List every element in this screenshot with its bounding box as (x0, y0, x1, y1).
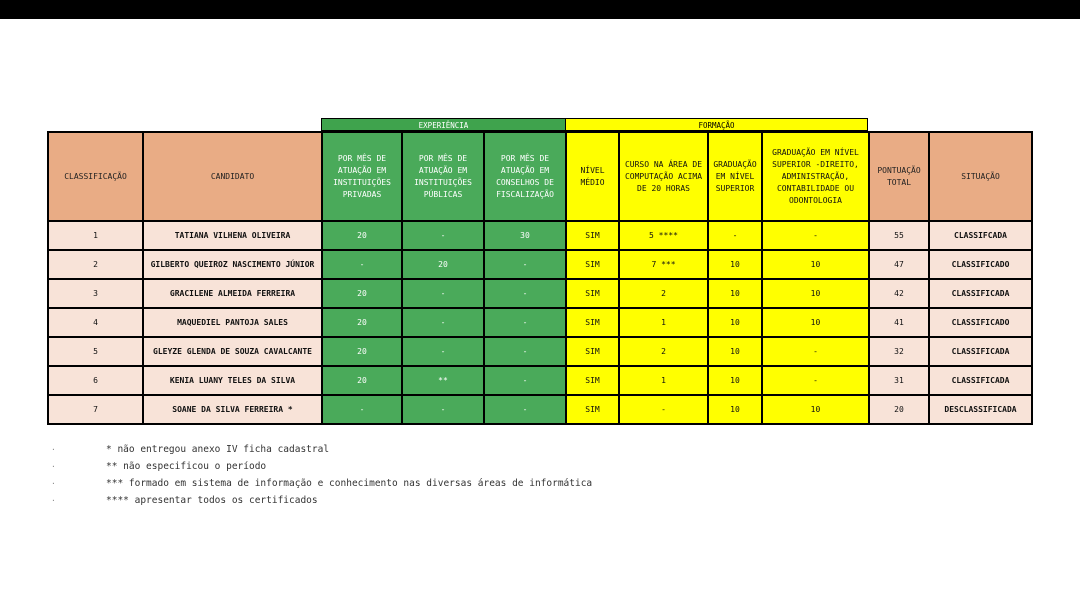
cell-publicas: - (402, 337, 484, 366)
bullet-icon: · (51, 479, 56, 488)
cell-candidato: GILBERTO QUEIROZ NASCIMENTO JÚNIOR (143, 250, 322, 279)
header-exp-conselhos: POR MÊS DE ATUAÇÃO EM CONSELHOS DE FISCALIZAÇÃO (484, 132, 566, 221)
header-exp-publicas: POR MÊS DE ATUAÇÃO EM INSTITUIÇÕES PÚBLICAS (402, 132, 484, 221)
cell-publicas: - (402, 308, 484, 337)
cell-conselhos: - (484, 308, 566, 337)
cell-curso: 2 (619, 337, 708, 366)
results-table (47, 131, 1033, 425)
footnote (46, 458, 946, 475)
cell-nivel-medio: SIM (566, 308, 619, 337)
cell-graduacao-areas: - (762, 221, 869, 250)
footnote-text: *** formado em sistema de informação e conhecimento nas diversas áreas de informática (106, 478, 593, 489)
table-row (48, 366, 1032, 395)
cell-pontuacao: 41 (869, 308, 929, 337)
cell-classificacao: 1 (48, 221, 143, 250)
header-row (48, 132, 1032, 221)
cell-nivel-medio: SIM (566, 366, 619, 395)
header-graduacao-areas: GRADUAÇÃO EM NÍVEL SUPERIOR -DIREITO, ADMINISTRAÇÃO, CONTABILIDADE OU ODONTOLOGIA (762, 132, 869, 221)
cell-graduacao-areas: - (762, 337, 869, 366)
cell-nivel-medio: SIM (566, 337, 619, 366)
cell-curso: - (619, 395, 708, 424)
cell-graduacao-areas: 10 (762, 395, 869, 424)
cell-curso: 1 (619, 308, 708, 337)
cell-conselhos: - (484, 250, 566, 279)
cell-graduacao-areas: 10 (762, 279, 869, 308)
cell-conselhos: - (484, 395, 566, 424)
cell-pontuacao: 55 (869, 221, 929, 250)
footnote-text: * não entregou anexo IV ficha cadastral (106, 444, 330, 455)
cell-graduacao-areas: - (762, 366, 869, 395)
cell-situacao: CLASSIFICADO (929, 250, 1032, 279)
header-exp-privadas: POR MÊS DE ATUAÇÃO EM INSTITUIÇÕES PRIVADAS (322, 132, 402, 221)
cell-privadas: - (322, 395, 402, 424)
footnote (46, 441, 946, 458)
footnote (46, 475, 946, 492)
bullet-icon: · (51, 445, 56, 454)
cell-graduacao: 10 (708, 279, 762, 308)
cell-classificacao: 5 (48, 337, 143, 366)
top-black-bar (0, 0, 1080, 19)
cell-graduacao: 10 (708, 366, 762, 395)
cell-curso: 2 (619, 279, 708, 308)
bullet-icon: · (51, 462, 56, 471)
header-pontuacao: PONTUAÇÃO TOTAL (869, 132, 929, 221)
cell-situacao: CLASSIFCADA (929, 221, 1032, 250)
group-header-experiencia: EXPERIÊNCIA (321, 118, 566, 131)
cell-nivel-medio: SIM (566, 395, 619, 424)
group-header-formacao: FORMAÇÃO (565, 118, 868, 131)
cell-publicas: 20 (402, 250, 484, 279)
cell-conselhos: 30 (484, 221, 566, 250)
footnote (46, 492, 946, 509)
cell-conselhos: - (484, 366, 566, 395)
header-graduacao: GRADUAÇÃO EM NÍVEL SUPERIOR (708, 132, 762, 221)
cell-candidato: SOANE DA SILVA FERREIRA * (143, 395, 322, 424)
cell-classificacao: 3 (48, 279, 143, 308)
cell-graduacao: 10 (708, 337, 762, 366)
cell-privadas: 20 (322, 279, 402, 308)
table-row (48, 308, 1032, 337)
table-row (48, 395, 1032, 424)
cell-situacao: CLASSIFICADA (929, 279, 1032, 308)
cell-pontuacao: 47 (869, 250, 929, 279)
cell-privadas: 20 (322, 221, 402, 250)
cell-publicas: - (402, 395, 484, 424)
cell-pontuacao: 42 (869, 279, 929, 308)
cell-classificacao: 4 (48, 308, 143, 337)
cell-graduacao: 10 (708, 395, 762, 424)
cell-privadas: 20 (322, 337, 402, 366)
footnote-text: **** apresentar todos os certificados (106, 495, 318, 506)
cell-publicas: - (402, 279, 484, 308)
cell-privadas: - (322, 250, 402, 279)
header-situacao: SITUAÇÃO (929, 132, 1032, 221)
cell-nivel-medio: SIM (566, 250, 619, 279)
bullet-icon: · (51, 496, 56, 505)
cell-nivel-medio: SIM (566, 279, 619, 308)
header-curso: CURSO NA ÁREA DE COMPUTAÇÃO ACIMA DE 20 HORAS (619, 132, 708, 221)
header-classificacao: CLASSIFICAÇÃO (48, 132, 143, 221)
table-row (48, 337, 1032, 366)
cell-graduacao-areas: 10 (762, 308, 869, 337)
cell-graduacao: 10 (708, 250, 762, 279)
cell-situacao: CLASSIFICADA (929, 366, 1032, 395)
cell-classificacao: 6 (48, 366, 143, 395)
cell-pontuacao: 20 (869, 395, 929, 424)
cell-classificacao: 7 (48, 395, 143, 424)
header-candidato: CANDIDATO (143, 132, 322, 221)
cell-conselhos: - (484, 279, 566, 308)
cell-privadas: 20 (322, 308, 402, 337)
header-nivel-medio: NÍVEL MÉDIO (566, 132, 619, 221)
cell-privadas: 20 (322, 366, 402, 395)
table-row (48, 279, 1032, 308)
cell-curso: 1 (619, 366, 708, 395)
cell-situacao: CLASSIFICADO (929, 308, 1032, 337)
cell-publicas: ** (402, 366, 484, 395)
cell-conselhos: - (484, 337, 566, 366)
table-row (48, 221, 1032, 250)
footnotes (46, 441, 946, 509)
cell-situacao: DESCLASSIFICADA (929, 395, 1032, 424)
cell-situacao: CLASSIFICADA (929, 337, 1032, 366)
cell-candidato: MAQUEDIEL PANTOJA SALES (143, 308, 322, 337)
cell-pontuacao: 31 (869, 366, 929, 395)
cell-candidato: KENIA LUANY TELES DA SILVA (143, 366, 322, 395)
cell-candidato: GLEYZE GLENDA DE SOUZA CAVALCANTE (143, 337, 322, 366)
cell-pontuacao: 32 (869, 337, 929, 366)
cell-graduacao: - (708, 221, 762, 250)
table-row (48, 250, 1032, 279)
cell-publicas: - (402, 221, 484, 250)
cell-curso: 5 **** (619, 221, 708, 250)
cell-classificacao: 2 (48, 250, 143, 279)
footnote-text: ** não especificou o período (106, 461, 267, 472)
cell-candidato: TATIANA VILHENA OLIVEIRA (143, 221, 322, 250)
cell-nivel-medio: SIM (566, 221, 619, 250)
cell-candidato: GRACILENE ALMEIDA FERREIRA (143, 279, 322, 308)
cell-graduacao: 10 (708, 308, 762, 337)
cell-curso: 7 *** (619, 250, 708, 279)
cell-graduacao-areas: 10 (762, 250, 869, 279)
